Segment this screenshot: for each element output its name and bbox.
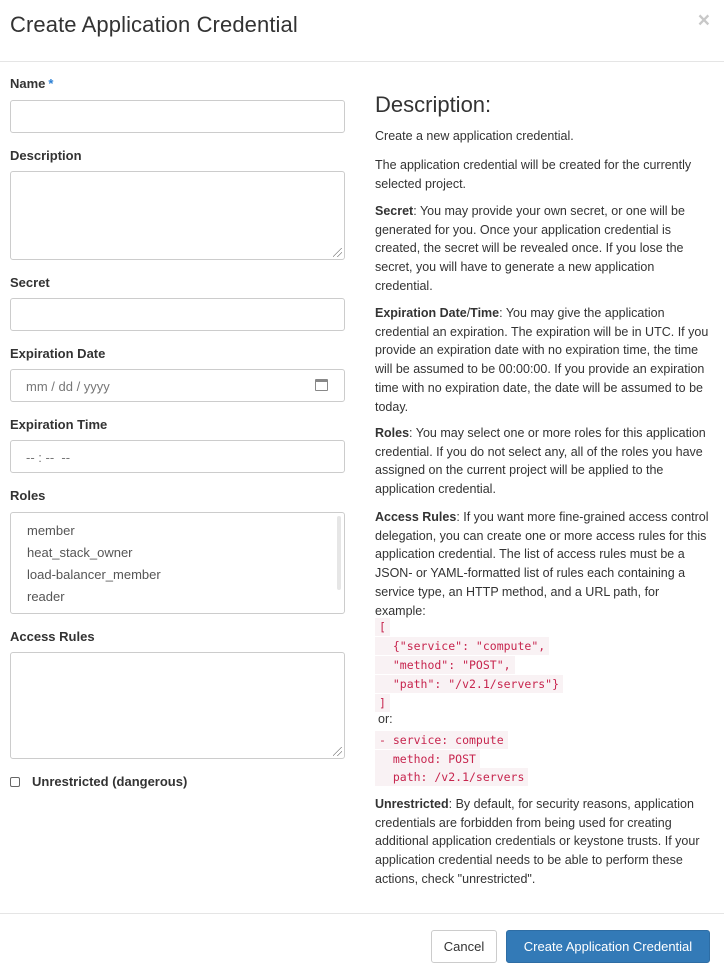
description-label: Description — [10, 148, 82, 163]
role-option-reader[interactable]: reader — [27, 589, 65, 604]
json-example-line: "path": "/v2.1/servers"} — [375, 675, 563, 693]
unrestricted-text: : By default, for security reasons, application credentials are forbidden from being used for creating additional application credentials or keystone trusts. If your application credential needs to be able to perform these actions, check "unrestricted". — [375, 797, 700, 886]
roles-text: : You may select one or more roles for this application credential. If you do not select any, all of the roles you have assigned on the current project will be applied to the application credential. — [375, 426, 706, 497]
required-marker: * — [48, 76, 54, 91]
yaml-example-line: method: POST — [375, 750, 480, 768]
description-title: Description: — [375, 92, 492, 117]
name-label-text: Name — [10, 76, 46, 91]
access-rules-term: Access Rules — [375, 510, 457, 524]
description-unrestricted — [375, 795, 710, 889]
access-rules-text: : If you want more fine-grained access control delegation, you can create one or more access rules for this application credential. The list of access rules must be a JSON- or YAML-formatted list of rules each containing a service type, an HTTP method, and a URL path, for example: — [375, 510, 709, 618]
secret-text: : You may provide your own secret, or one will be generated for you. Once your application credential is created, the secret will be revealed once. If you lose the secret, you will have to generate a new application credential. — [375, 204, 685, 293]
expiration-date-label: Expiration Date — [10, 346, 106, 361]
unrestricted-label[interactable]: Unrestricted (dangerous) — [32, 774, 188, 789]
yaml-example-line: - service: compute — [375, 731, 508, 749]
roles-label: Roles — [10, 488, 46, 503]
expiration-text: : You may give the application credential an expiration. The expiration will be in UTC. If you provide an expiration date with no expiration time, the time will be assumed to be 00:00:00. If you provide an expiration time with no expiration date, the date will be assumed to be today. — [375, 306, 709, 414]
json-example-line: {"service": "compute", — [375, 637, 549, 655]
description-roles — [375, 424, 710, 499]
calendar-icon[interactable] — [315, 379, 328, 391]
modal-header — [0, 0, 724, 62]
expiration-term-date: Expiration Date — [375, 306, 467, 320]
roles-term: Roles — [375, 426, 410, 440]
modal-title: Create Application Credential — [10, 12, 298, 37]
description-access-rules — [375, 508, 710, 620]
roles-scrollbar[interactable] — [337, 516, 341, 590]
yaml-example-line: path: /v2.1/servers — [375, 768, 528, 786]
description-expiration — [375, 304, 710, 416]
create-application-credential-button[interactable]: Create Application Credential — [506, 930, 710, 963]
roles-select[interactable] — [10, 512, 345, 614]
json-example-line: ] — [375, 694, 390, 712]
description-textarea[interactable] — [10, 171, 345, 260]
unrestricted-checkbox[interactable] — [10, 777, 20, 787]
expiration-time-placeholder: -- : -- -- — [26, 450, 71, 465]
description-intro: Create a new application credential. — [375, 129, 574, 143]
expiration-separator: / — [466, 306, 471, 320]
role-option-heat-stack-owner[interactable]: heat_stack_owner — [27, 545, 133, 560]
secret-input[interactable] — [10, 298, 345, 331]
name-input[interactable] — [10, 100, 345, 133]
description-project-note: The application credential will be created for the currently selected project. — [375, 158, 692, 191]
expiration-time-label: Expiration Time — [10, 417, 108, 432]
role-option-load-balancer-member[interactable]: load-balancer_member — [27, 567, 161, 582]
unrestricted-term: Unrestricted — [375, 797, 449, 811]
access-rules-label: Access Rules — [10, 629, 95, 644]
close-icon[interactable]: × — [697, 9, 710, 32]
access-rules-textarea[interactable] — [10, 652, 345, 759]
description-secret — [375, 202, 710, 296]
expiration-time-input[interactable] — [10, 440, 345, 473]
expiration-term-time: Time — [470, 306, 500, 320]
json-example-line: [ — [375, 618, 390, 636]
secret-label: Secret — [10, 275, 50, 290]
cancel-button[interactable]: Cancel — [431, 930, 497, 963]
name-label — [10, 76, 53, 91]
json-example-line: "method": "POST", — [375, 656, 515, 674]
role-option-member[interactable]: member — [27, 523, 75, 538]
secret-term: Secret — [375, 204, 414, 218]
resize-grip-icon[interactable] — [333, 248, 342, 257]
resize-grip-icon[interactable] — [333, 747, 342, 756]
modal-footer — [0, 913, 724, 974]
expiration-date-placeholder: mm / dd / yyyy — [26, 379, 110, 394]
expiration-date-input[interactable] — [10, 369, 345, 402]
or-text: or: — [378, 712, 393, 726]
